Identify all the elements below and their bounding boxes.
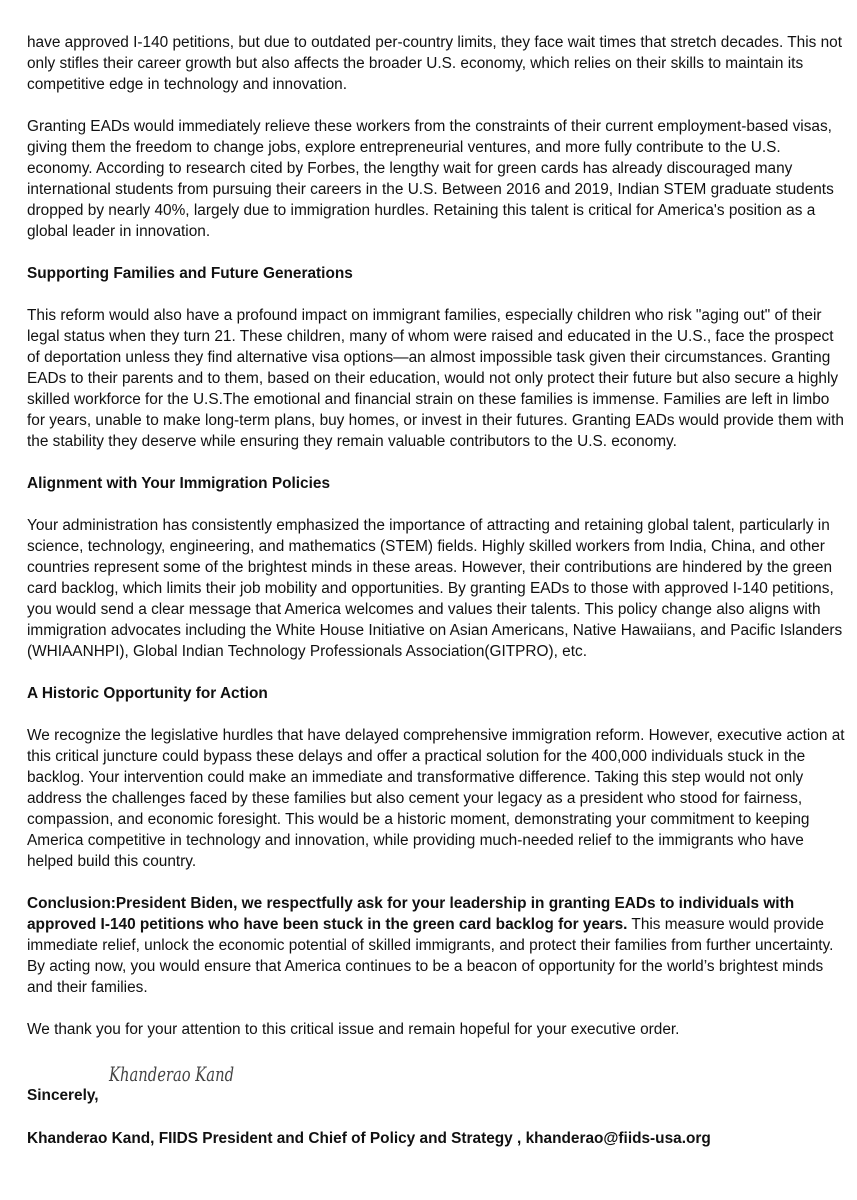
paragraph-historic: We recognize the legislative hurdles that have delayed comprehensive immigration reform. However, executive action at this critical juncture could bypass these delays and offer a practical solution for the 400,000 individuals stuck in the backlog. Your intervention could make an immediate and transformative difference. Taking this step would not only address the challenges faced by these families but also cement your legacy as a president who stood for fairness, compassion, and economic foresight. This would be a historic moment, demonstrating your commitment to keeping America competitive in technology and innovation, while providing much-needed relief to the immigrants who have helped build this country. [27, 727, 845, 870]
heading-historic: A Historic Opportunity for Action [27, 685, 268, 702]
signature-block [27, 1061, 849, 1113]
paragraph-alignment: Your administration has consistently emphasized the importance of attracting and retaining global talent, particularly in science, technology, engineering, and mathematics (STEM) fields. Highly skilled workers from India, China, and other countries represent some of the brightest minds in these areas. However, their contributions are hindered by the green card backlog, which limits their job mobility and opportunities. By granting EADs to those with approved I-140 petitions, you would send a clear message that America welcomes and values their talents. This policy change also aligns with immigration advocates including the White House Initiative on Asian Americans, Native Hawaiians, and Pacific Islanders (WHIAANHPI), Global Indian Technology Professionals Association(GITPRO), etc. [27, 517, 843, 660]
paragraph-conclusion [27, 893, 849, 998]
heading-families: Supporting Families and Future Generations [27, 265, 353, 282]
conclusion-bold-text: Conclusion:President Biden, we respectfully ask for your leadership in granting EADs to individuals with approved I-140 petitions who have been stuck in the green card backlog for years. [27, 895, 795, 933]
heading-alignment: Alignment with Your Immigration Policies [27, 475, 331, 492]
conclusion-text: This measure would provide immediate relief, unlock the economic potential of skilled immigrants, and protect their families from further uncertainty. By acting now, you would ensure that America continues to be a beacon of opportunity for the world’s brightest minds and their families. [27, 916, 834, 996]
paragraph-ead-benefits: Granting EADs would immediately relieve these workers from the constraints of their current employment-based visas, giving them the freedom to change jobs, explore entrepreneurial ventures, and more fully contribute to the U.S. economy. According to research cited by Forbes, the lengthy wait for green cards has already discouraged many international students from pursuing their careers in the U.S. Between 2016 and 2019, Indian STEM graduate students dropped by nearly 40%, largely due to immigration hurdles. Retaining this talent is critical for America's position as a global leader in innovation. [27, 118, 834, 240]
letter-body [27, 32, 849, 1149]
signer-footer: Khanderao Kand, FIIDS President and Chief of Policy and Strategy , khanderao@fiids-usa.org [27, 1130, 711, 1147]
handwritten-signature [109, 1061, 239, 1093]
paragraph-families: This reform would also have a profound impact on immigrant families, especially children who risk "aging out" of their legal status when they turn 21. These children, many of whom were raised and educated in the U.S., face the prospect of deportation unless they find alternative visa options—an almost impossible task given their circumstances. Granting EADs to their parents and to them, based on their education, would not only protect their future but also secure a highly skilled workforce for the U.S.The emotional and financial strain on these families is immense. Families are left in limbo for years, unable to make long-term plans, buy homes, or invest in their futures. Granting EADs would provide them with the stability they deserve while ensuring they remain valuable contributors to the U.S. economy. [27, 307, 844, 450]
paragraph-thanks: We thank you for your attention to this critical issue and remain hopeful for your executive order. [27, 1021, 680, 1038]
paragraph-i140-wait: have approved I-140 petitions, but due to outdated per-country limits, they face wait times that stretch decades. This not only stifles their career growth but also affects the broader U.S. economy, which relies on their skills to maintain its competitive edge in technology and innovation. [27, 34, 843, 93]
signature-image [109, 1061, 239, 1093]
closing-salutation: Sincerely, [27, 1087, 99, 1104]
signature-text: Khanderao Kand [108, 1062, 234, 1086]
